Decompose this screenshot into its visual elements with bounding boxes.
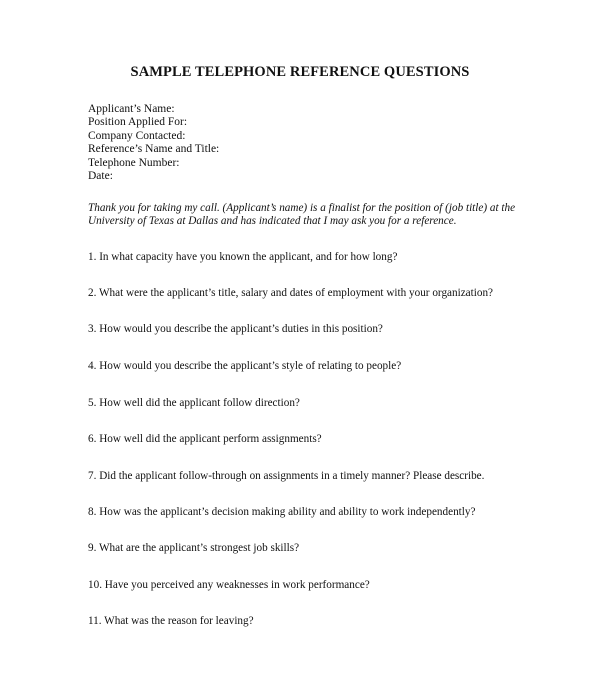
intro-line: Thank you for taking my call. (Applicant’s name) is a finalist for the position of (job title) at the — [88, 202, 516, 214]
question-3: 3. How would you describe the applicant’s duties in this position? — [88, 323, 383, 335]
field-reference-name-title: Reference’s Name and Title: — [88, 143, 220, 156]
question-8: 8. How was the applicant’s decision making ability and ability to work independently? — [88, 506, 476, 518]
intro-paragraph — [88, 202, 548, 229]
question-1: 1. In what capacity have you known the applicant, and for how long? — [88, 251, 398, 263]
applicant-fields — [88, 103, 219, 183]
question-11: 11. What was the reason for leaving? — [88, 615, 254, 627]
field-telephone-number: Telephone Number: — [88, 156, 180, 169]
question-10: 10. Have you perceived any weaknesses in work performance? — [88, 579, 370, 591]
question-7: 7. Did the applicant follow-through on assignments in a timely manner? Please describe. — [88, 470, 485, 482]
question-4: 4. How would you describe the applicant’s style of relating to people? — [88, 360, 402, 372]
question-9: 9. What are the applicant’s strongest job skills? — [88, 542, 300, 554]
field-applicant-name: Applicant’s Name: — [88, 103, 175, 115]
field-company-contacted: Company Contacted: — [88, 129, 186, 142]
question-2: 2. What were the applicant’s title, salary and dates of employment with your organization? — [88, 287, 494, 299]
intro-line: University of Texas at Dallas and has indicated that I may ask you for a reference. — [88, 215, 457, 228]
question-6: 6. How well did the applicant perform assignments? — [88, 433, 322, 445]
field-position-applied: Position Applied For: — [88, 116, 188, 129]
question-5: 5. How well did the applicant follow direction? — [88, 397, 300, 409]
page-title: SAMPLE TELEPHONE REFERENCE QUESTIONS — [130, 64, 470, 80]
field-date: Date: — [88, 170, 113, 183]
